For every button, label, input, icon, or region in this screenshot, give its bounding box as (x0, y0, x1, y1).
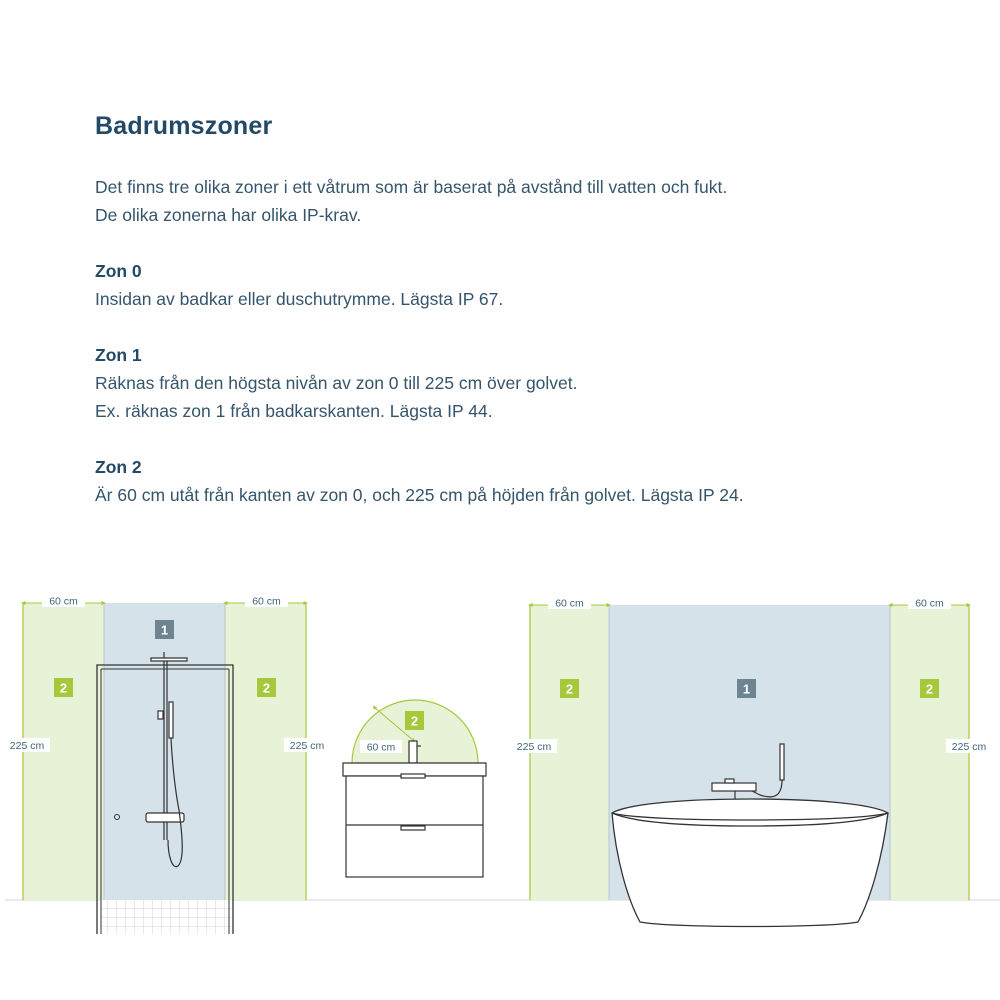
shower-left-width-label: 60 cm (49, 595, 78, 608)
tub-left-height-label: 225 cm (516, 741, 552, 753)
tub-left-width-label: 60 cm (555, 597, 584, 610)
zone2-title: Zon 2 (95, 457, 142, 477)
tub-right-height-label: 225 cm (951, 741, 987, 753)
svg-text:2: 2 (925, 681, 934, 697)
sink-group (343, 700, 486, 877)
zone0-text: Insidan av badkar eller duschutrymme. Lägsta IP 67. (95, 289, 504, 309)
shower-floor-tiles (101, 900, 232, 934)
bathtub-group (511, 596, 992, 927)
svg-text:2: 2 (262, 680, 271, 696)
bathtub-icon (612, 799, 888, 927)
shower-right-height-label: 225 cm (289, 740, 325, 752)
page-title: Badrumszoner (95, 112, 273, 140)
shower-group (4, 594, 330, 934)
zone1-text-2: Ex. räknas zon 1 från badkarskanten. Lägsta IP 44. (95, 401, 493, 421)
svg-text:1: 1 (742, 681, 751, 697)
shower-right-width-label: 60 cm (252, 595, 281, 608)
svg-text:1: 1 (160, 622, 169, 638)
shower-left-height-label: 225 cm (9, 740, 45, 752)
zone1-text-1: Räknas från den högsta nivån av zon 0 till 225 cm över golvet. (95, 373, 578, 393)
svg-text:2: 2 (565, 681, 574, 697)
svg-text:2: 2 (59, 680, 68, 696)
zone2-text: Är 60 cm utåt från kanten av zon 0, och 225 cm på höjden från golvet. Lägsta IP 24. (95, 485, 744, 505)
intro-line-1: Det finns tre olika zoner i ett våtrum som är baserat på avstånd till vatten och fukt. (95, 177, 728, 197)
zone0-title: Zon 0 (95, 261, 142, 281)
tub-right-width-label: 60 cm (915, 597, 944, 610)
zone1-title: Zon 1 (95, 345, 142, 365)
intro-line-2: De olika zonerna har olika IP-krav. (95, 205, 362, 225)
svg-text:2: 2 (410, 713, 419, 729)
sink-width-label: 60 cm (366, 741, 396, 754)
